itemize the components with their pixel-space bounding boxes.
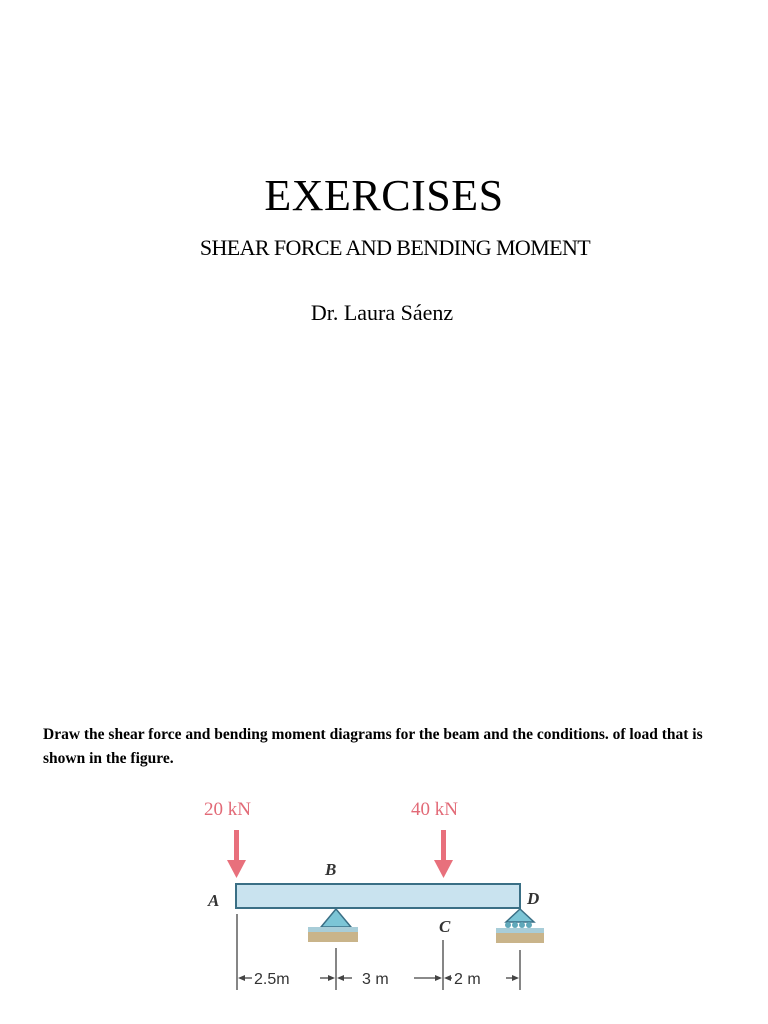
dimension-label-cd: 2 m [454,971,481,988]
point-label-a: A [208,891,220,910]
page-title: EXERCISES [264,171,504,220]
beam [236,884,520,908]
load-arrow-a [227,830,246,878]
roller-support-d [496,909,544,943]
point-label-c: C [439,917,451,936]
load-arrow-c [434,830,453,878]
beam-figure [190,790,570,1010]
dimension-label-bc: 3 m [362,971,389,988]
page-subtitle: SHEAR FORCE AND BENDING MOMENT [199,235,591,260]
point-label-d: D [527,889,540,908]
problem-statement: Draw the shear force and bending moment diagrams for the beam and the conditions. of load that is shown in the figure. [43,726,703,767]
load-label-40kn: 40 kN [411,799,458,820]
pin-support-b [308,909,358,942]
load-label-20kn: 20 kN [204,799,251,820]
dimension-label-ab: 2.5m [254,971,290,988]
author-name: Dr. Laura Sáenz [310,300,454,325]
point-label-b: B [325,860,337,879]
beam-diagram [190,790,570,1010]
